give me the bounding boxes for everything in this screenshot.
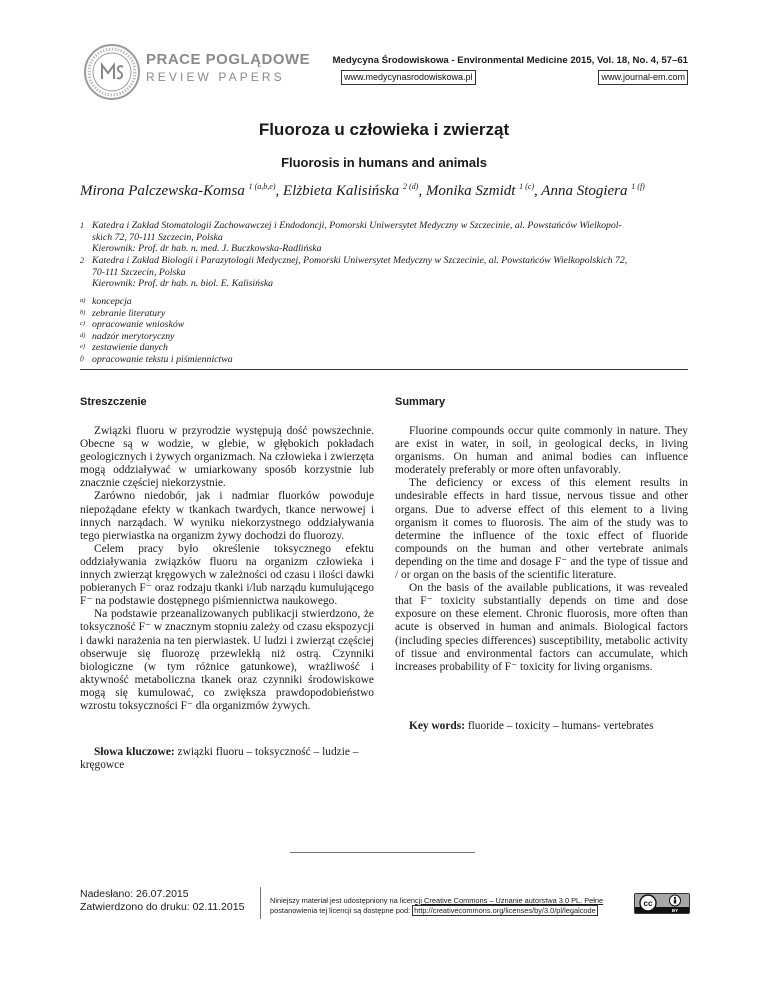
contribution-text: zestawienie danych xyxy=(92,342,168,353)
author-list xyxy=(80,182,700,200)
license-note xyxy=(270,896,603,916)
summary-body xyxy=(395,425,688,674)
affiliation-head: Kierownik: Prof. dr hab. n. biol. E. Kalisińska xyxy=(92,278,274,289)
cc-badge-label: cc xyxy=(643,899,653,908)
contribution-list xyxy=(80,296,233,365)
author-name: Mirona Palczewska-Komsa xyxy=(80,183,245,199)
contribution-text: nadzór merytoryczny xyxy=(92,330,175,342)
footer-divider xyxy=(290,852,475,853)
contribution-key: e) xyxy=(80,343,86,350)
license-text: postanowienia tej licencji są dostępne pod: xyxy=(270,906,413,915)
abstract-paragraph: Fluorine compounds occur quite commonly in nature. They are exist in water, in soil, in geological decks, in living organisms. On human and animal bodies can influence moderately preferably or more often unfavorably. xyxy=(395,425,688,477)
cc-by-icon xyxy=(635,894,689,913)
affiliation-line: skich 72, 70-111 Szczecin, Polska xyxy=(92,231,223,243)
keywords-text: fluoride – toxicity – humans- vertebrates xyxy=(465,720,654,732)
article-dates xyxy=(80,888,244,914)
article-subtitle: Fluorosis in humans and animals xyxy=(281,155,487,170)
streszczenie-body xyxy=(80,425,374,713)
keywords-pl xyxy=(80,746,374,772)
author-affiliation-mark: 1 (a,b,e) xyxy=(248,182,276,191)
contribution-item xyxy=(80,342,233,354)
affiliation-line: Katedra i Zakład Stomatologii Zachowawczej i Endodoncji, Pomorski Uniwersytet Medyczny w Szczecinie, al. Powstańców Wielkopol- xyxy=(92,220,622,231)
accepted-date: Zatwierdzono do druku: 02.11.2015 xyxy=(80,901,245,913)
author-separator: , xyxy=(418,183,426,199)
author-affiliation-mark: 1 (c) xyxy=(519,182,535,191)
contribution-text: opracowanie tekstu i piśmiennictwa xyxy=(92,353,233,365)
by-label: BY xyxy=(671,908,679,913)
footer-separator xyxy=(260,887,261,919)
contribution-key: c) xyxy=(80,320,86,327)
abstract-paragraph: Zarówno niedobór, jak i nadmiar fluorków powoduje niepożądane efekty w tkankach twardych, tkance nerwowej i innych narządach. W wyniku niekorzystnego oddziaływania tego pierwiastka na organizm żywy dochodzi do fluorozy. xyxy=(80,490,374,542)
affiliation-line: Katedra i Zakład Biologii i Parazytologii Medycznej, Pomorski Uniwersytet Medyczny w Szczecinie, al. Powstańców Wielkopolskich 72, xyxy=(92,255,628,266)
journal-link-en[interactable]: www.journal-em.com xyxy=(598,70,688,85)
affiliation-head: Kierownik: Prof. dr hab. n. med. J. Buczkowska-Radlińska xyxy=(92,243,322,254)
section-divider xyxy=(80,369,688,370)
affiliation-1 xyxy=(80,220,692,255)
keywords-text: związki fluoru – toksyczność – ludzie – kręgowce xyxy=(80,746,359,772)
cc-by-badge[interactable] xyxy=(634,893,690,914)
contribution-item xyxy=(80,331,233,343)
abstract-paragraph: The deficiency or excess of this element results in undesirable effects in hard tissue, nervous tissue and other organs. Due to adverse effect of this element to a living organism it comes to fluorosis. The aim of the study was to determine the influence of the toxic effect of fluoride compounds on the human and other vertebrate animals depending on the time and dosage F⁻ and the type of tissue and / or organ on the basis of the scientific literature. xyxy=(395,477,688,582)
contribution-item xyxy=(80,296,233,308)
affiliation-number: 1 xyxy=(80,221,84,230)
journal-link-pl[interactable]: www.medycynasrodowiskowa.pl xyxy=(341,70,476,85)
contribution-key: b) xyxy=(80,308,86,316)
author-name: Elżbieta Kalisińska xyxy=(283,183,400,199)
article-title: Fluoroza u człowieka i zwierząt xyxy=(258,120,510,139)
contribution-key: a) xyxy=(80,297,86,304)
author-separator: , xyxy=(534,183,542,199)
logo-line-1: PRACE POGLĄDOWE xyxy=(146,51,311,68)
affiliation-line: 70-111 Szczecin, Polska xyxy=(92,266,186,278)
author-name: Anna Stogiera xyxy=(541,183,628,199)
contribution-item xyxy=(80,354,233,366)
contribution-key: f) xyxy=(80,354,84,362)
received-date: Nadesłano: 26.07.2015 xyxy=(80,888,189,900)
author-affiliation-mark: 1 (f) xyxy=(631,182,645,191)
author-affiliation-mark: 2 (d) xyxy=(403,182,419,191)
streszczenie-heading: Streszczenie xyxy=(80,396,147,408)
abstract-paragraph: On the basis of the available publications, it was revealed that F⁻ toxicity substantially depends on time and dose exposure on these element. Chronic fluorosis, more often than acute is observed in human and animals. Biological factors (including species differences) susceptibility, metabolic activity of tissue and environmental factors can accumulate, which increases probability of F⁻ toxicity for living organisms. xyxy=(395,582,688,673)
affiliation-number: 2 xyxy=(80,256,84,265)
journal-citation: Medycyna Środowiskowa - Environmental Medicine 2015, Vol. 18, No. 4, 57–61 xyxy=(332,55,688,66)
logo-line-2: REVIEW PAPERS xyxy=(146,70,285,84)
contribution-text: opracowanie wniosków xyxy=(92,319,185,330)
author-name: Monika Szmidt xyxy=(425,183,516,199)
summary-heading: Summary xyxy=(395,396,446,408)
license-link[interactable]: cji Creative Commons – Uznanie autorstwa 3.0 PL. Pełne xyxy=(415,896,604,905)
keywords-label: Słowa kluczowe: xyxy=(94,746,175,758)
keywords-en xyxy=(395,720,688,732)
contribution-item xyxy=(80,308,233,320)
affiliation-2 xyxy=(80,255,692,290)
contribution-item xyxy=(80,319,233,331)
contribution-text: zebranie literatury xyxy=(92,307,166,319)
author-separator: , xyxy=(275,183,283,199)
license-url-link[interactable]: http://creativecommons.org/licenses/by/3.0/pl/legalcode xyxy=(414,906,596,915)
journal-logo xyxy=(83,43,311,105)
journal-seal-icon xyxy=(83,43,141,101)
contribution-key: d) xyxy=(80,331,86,339)
license-text: Niniejszy materiał jest udostępniony na licen xyxy=(270,896,416,905)
contribution-text: koncepcja xyxy=(92,296,132,307)
abstract-paragraph: Związki fluoru w przyrodzie występują dość powszechnie. Obecne są w wodzie, w glebie, w głębokich pokładach geologicznych i żywych organizmach. Na człowieka i zwierzęta mogą oddziaływać w umiarkowany sposób korzystnie lub znacznie częściej niekorzystnie. xyxy=(80,425,374,490)
keywords-label: Key words: xyxy=(409,720,465,732)
abstract-paragraph: Na podstawie przeanalizowanych publikacji stwierdzono, że toksyczność F⁻ w znacznym stopniu zależy od czasu ekspozycji i dawki narażenia na ten pierwiastek. U ludzi i zwierząt częściej obserwuje się fluorozę przewlekłą niż ostrą. Czynniki biologiczne (w tym różnice gatunkowe), wrażliwość i aktywność metaboliczna tkanek oraz czynniki środowiskowe mogą się kumulować, co zwiększa prawdopodobieństwo wzrostu toksyczności F⁻ dla organizmów żywych. xyxy=(80,608,374,712)
abstract-paragraph: Celem pracy było określenie toksycznego efektu oddziaływania związków fluoru na organizm człowieka i innych zwierząt kręgowych w zależności od czasu i ilości dawki pobieranych F⁻ oraz rodzaju tkanki i/lub narządu kumulującego F⁻ na podstawie dostępnego piśmiennictwa naukowego. xyxy=(80,542,374,608)
